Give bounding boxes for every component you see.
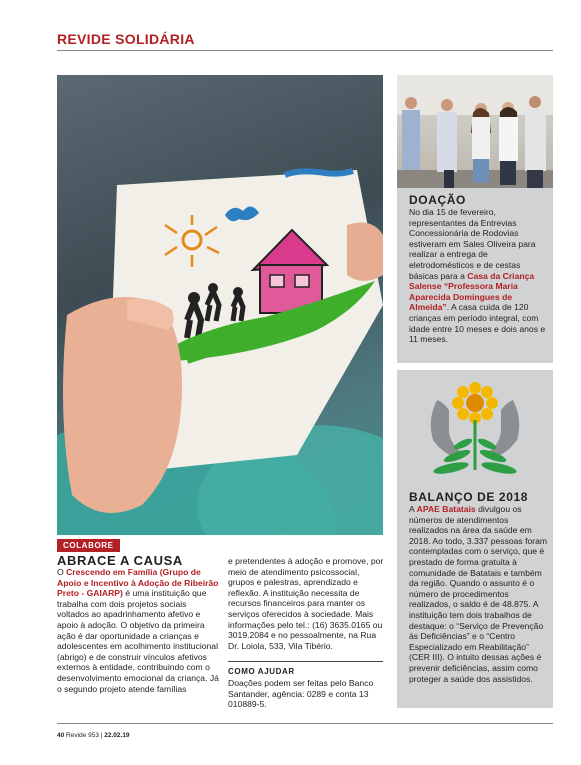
drawing-illustration bbox=[57, 75, 383, 535]
footer-divider bbox=[57, 723, 553, 724]
header-divider bbox=[57, 50, 553, 51]
doacao-text-before: No dia 15 de fevereiro, representantes da Entrevias Concessionária de Rodovias estiveram em Sales Oliveira para realizar a entrega de eletrodomésticos e de cestas básicas para a bbox=[409, 207, 536, 281]
abrace-title: ABRACE A CAUSA bbox=[57, 553, 183, 568]
org-name: Crescendo em Família (Grupo de Apoio e Incentivo à Adoção de Ribeirão Preto - GAIARP) bbox=[57, 567, 219, 599]
doacao-highlight: Casa da Criança Salense “Professora Maria Aparecida Domingues de Almeida” bbox=[409, 270, 535, 313]
balanco-title: BALANÇO DE 2018 bbox=[409, 490, 529, 504]
flower-hands-logo bbox=[397, 370, 553, 483]
section-title: REVIDE SOLIDÁRIA bbox=[57, 31, 195, 47]
colabore-tag: COLABORE bbox=[57, 539, 120, 552]
colabore-text-col1 bbox=[57, 567, 219, 694]
balanco-highlight: APAE Batatais bbox=[416, 504, 476, 514]
issue-date: 22.02.19 bbox=[104, 732, 130, 739]
page-number: 40 bbox=[57, 732, 65, 739]
hero-photo bbox=[57, 75, 383, 535]
balanco-text-before: A bbox=[409, 504, 417, 514]
apae-logo bbox=[397, 370, 553, 483]
group-photo bbox=[397, 75, 553, 188]
como-ajudar-title: COMO AJUDAR bbox=[228, 667, 295, 676]
doacao-title: DOAÇÃO bbox=[409, 193, 466, 207]
como-ajudar-divider bbox=[228, 661, 383, 662]
doacao-text bbox=[409, 207, 549, 345]
balanco-text bbox=[409, 504, 549, 684]
intro-prefix: O bbox=[57, 567, 67, 577]
balanco-text-after: divulgou os números de atendimentos realizados na área da saúde em 2018. Ao todo, 3.337 pessoas foram contempladas com o serviço, que é prestado de forma gratuita à comunidade de Batatais e também da região. Quando o assunto é o número de procedimentos realizados, o saldo é de 48.875. A instituição tem dois trabalhos de destaque: o “Serviço de Prevenção às Deficiências” e o “Centro Especializado em Reabilitação” (CER III). O intuito dessas ações é prevenir deficiências, assim como proteger a saúde dos assistidos. bbox=[409, 504, 548, 684]
colabore-text-col2: e pretendentes à adoção e promove, por meio de atendimento psicossocial, grupos e palestras, aprendizado e reflexão. A instituição necessita de recursos financeiros para manter os serviços oferecidos à sociedade. Mais informações pelo tel.: (16) 3635.0165 ou 3019.2084 e no pessoalmente, na Rua Dr. Loiola, 533, Vila Tibério. bbox=[228, 556, 384, 651]
magazine-issue: Revide 953 bbox=[66, 732, 99, 739]
colabore-body: é uma instituição que trabalha com dois projetos sociais voltados ao apadrinhamento afetivo e apoio à adoção. O objetivo da primeira ação é dar oportunidade a crianças e adolescentes em acolhimento institucional (abrigo) e de construir vínculos afetivos externos à entidade, contribuindo com o desenvolvimento emocional da criança. Já o segundo projeto atende famílias bbox=[57, 588, 219, 694]
como-ajudar-text: Doações podem ser feitas pelo Banco Santander, agência: 0289 e conta 13 010889-5. bbox=[228, 678, 374, 710]
footer: 40 Revide 953 | 22.02.19 bbox=[57, 732, 130, 739]
doacao-text-after: . A casa cuida de 120 crianças em período integral, com idade entre 10 meses e dois anos e 11 meses. bbox=[409, 302, 546, 345]
